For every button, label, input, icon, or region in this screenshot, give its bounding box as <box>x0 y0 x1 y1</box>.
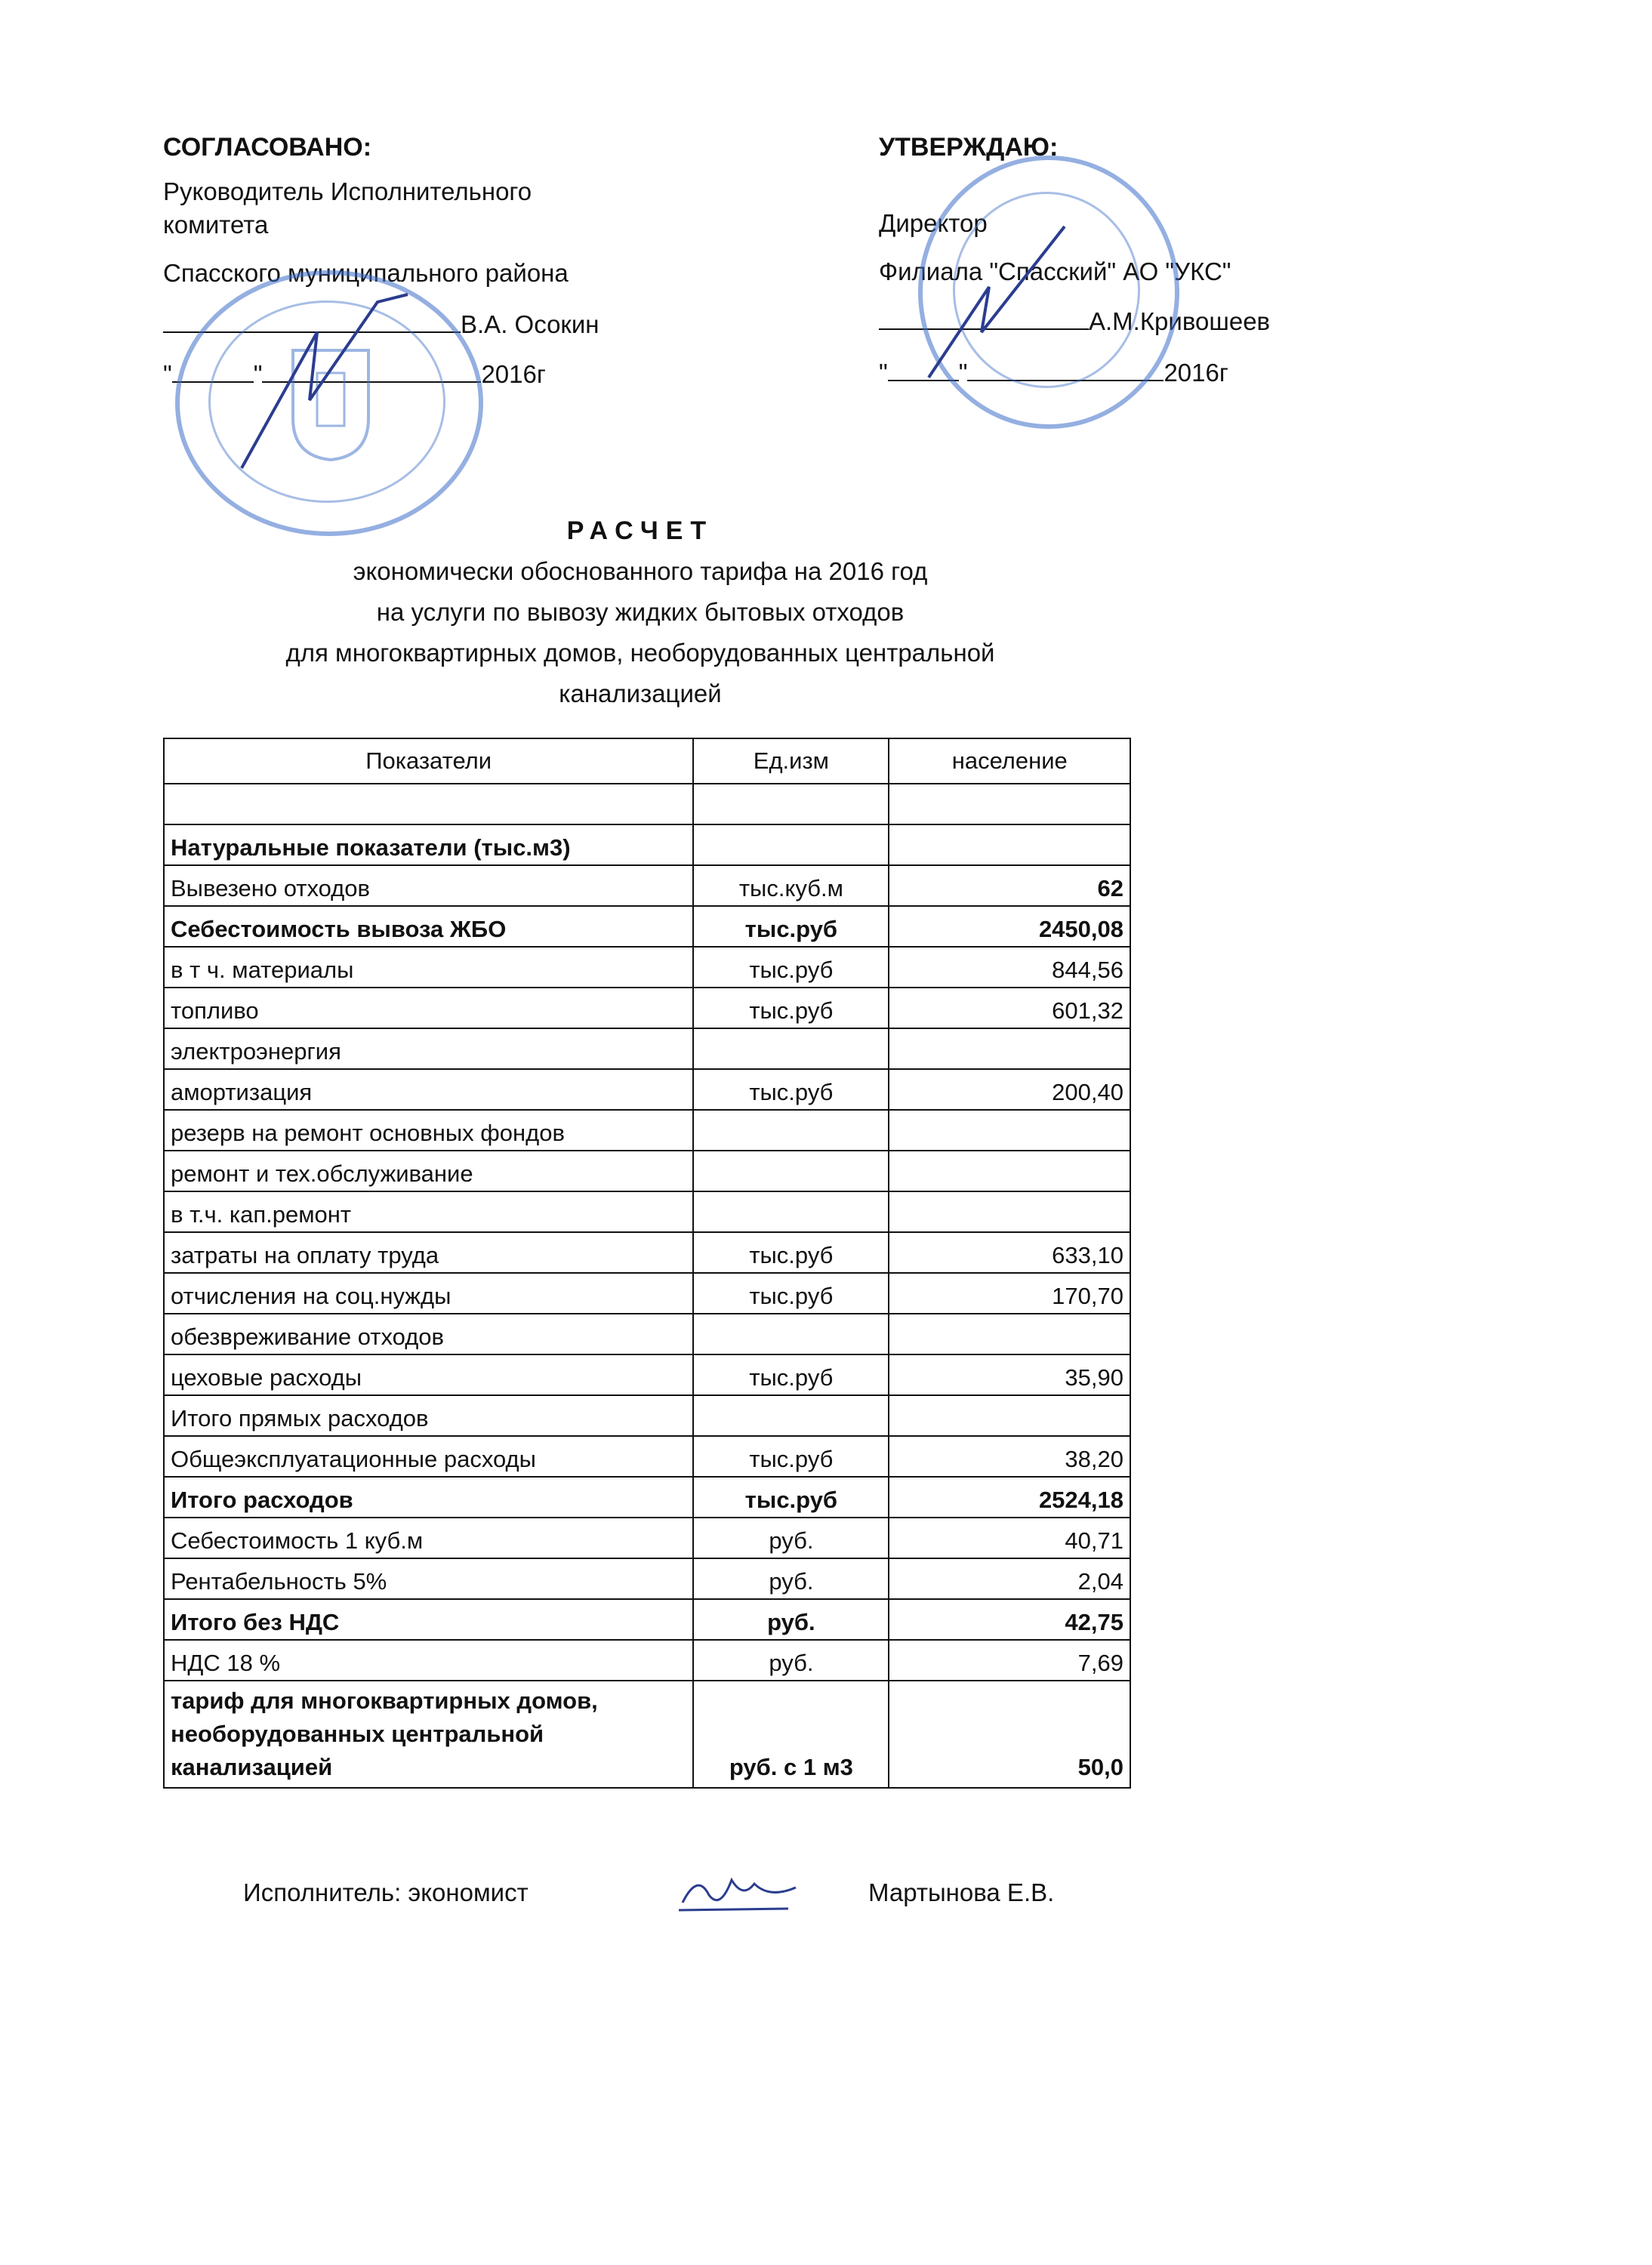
row-unit: тыс.руб <box>693 906 889 947</box>
table-row <box>164 1436 1130 1477</box>
row-indicator-name: резерв на ремонт основных фондов <box>164 1110 693 1151</box>
right-signature-icon <box>921 219 1072 385</box>
row-unit: тыс.руб <box>693 988 889 1028</box>
row-unit: тыс.руб <box>693 1273 889 1314</box>
row-value <box>889 784 1130 824</box>
table-row <box>164 1232 1130 1273</box>
row-value: 40,71 <box>889 1518 1130 1558</box>
row-indicator-name: Натуральные показатели (тыс.м3) <box>164 824 693 865</box>
row-unit: тыс.руб <box>693 947 889 988</box>
approval-right-position: Директор <box>879 209 988 237</box>
row-indicator-name: топливо <box>164 988 693 1028</box>
row-value: 844,56 <box>889 947 1130 988</box>
final-tariff-name-line: необорудованных центральной <box>171 1721 544 1747</box>
row-value: 2450,08 <box>889 906 1130 947</box>
row-indicator-name: обезвреживание отходов <box>164 1314 693 1354</box>
title-line-2: на услуги по вывозу жидких бытовых отходов <box>376 598 905 626</box>
table-row <box>164 988 1130 1028</box>
row-indicator-name: в т.ч. кап.ремонт <box>164 1191 693 1232</box>
final-tariff-name-line: тариф для многоквартирных домов, <box>171 1687 598 1714</box>
table-row <box>164 1191 1130 1232</box>
row-indicator-name: Общеэксплуатационные расходы <box>164 1436 693 1477</box>
table-row <box>164 1640 1130 1681</box>
final-tariff-value: 50,0 <box>889 1681 1130 1788</box>
title-main: РАСЧЕТ <box>566 516 714 545</box>
table-row <box>164 1069 1130 1110</box>
row-value: 200,40 <box>889 1069 1130 1110</box>
executor-signature-icon <box>675 1865 803 1918</box>
table-row <box>164 947 1130 988</box>
row-unit: руб. <box>693 1599 889 1640</box>
table-row <box>164 784 1130 824</box>
row-value: 7,69 <box>889 1640 1130 1681</box>
table-row <box>164 1314 1130 1354</box>
table-row <box>164 824 1130 865</box>
row-unit <box>693 1191 889 1232</box>
row-value: 601,32 <box>889 988 1130 1028</box>
row-indicator-name: ремонт и тех.обслуживание <box>164 1151 693 1191</box>
row-value: 38,20 <box>889 1436 1130 1477</box>
table-row <box>164 1354 1130 1395</box>
row-value <box>889 1191 1130 1232</box>
row-value <box>889 1395 1130 1436</box>
table-row <box>164 906 1130 947</box>
table-row <box>164 1395 1130 1436</box>
table-header-row <box>164 738 1130 784</box>
row-indicator-name: Итого прямых расходов <box>164 1395 693 1436</box>
table-row <box>164 1110 1130 1151</box>
row-value: 2,04 <box>889 1558 1130 1599</box>
row-unit: тыс.руб <box>693 1354 889 1395</box>
row-value: 35,90 <box>889 1354 1130 1395</box>
row-unit: руб. <box>693 1518 889 1558</box>
row-unit: руб. <box>693 1558 889 1599</box>
approval-right-signer: А.М.Кривошеев <box>1089 307 1271 335</box>
approval-right-quote-open: " <box>879 359 888 387</box>
title-line-3: для многоквартирных домов, необорудованных центральной <box>285 639 995 667</box>
header-population: население <box>889 738 1130 784</box>
row-value: 62 <box>889 865 1130 906</box>
row-unit <box>693 824 889 865</box>
row-indicator-name: электроэнергия <box>164 1028 693 1069</box>
row-unit: тыс.руб <box>693 1477 889 1518</box>
table-row <box>164 1599 1130 1640</box>
row-unit <box>693 1314 889 1354</box>
table-row <box>164 865 1130 906</box>
document-title <box>163 510 1117 714</box>
row-value: 633,10 <box>889 1232 1130 1273</box>
table-row <box>164 1558 1130 1599</box>
row-unit <box>693 1395 889 1436</box>
row-value: 42,75 <box>889 1599 1130 1640</box>
table-row <box>164 1518 1130 1558</box>
row-unit <box>693 784 889 824</box>
left-signature-icon <box>227 287 423 483</box>
approval-left-position-cont: комитета <box>163 211 269 239</box>
table-row <box>164 1151 1130 1191</box>
final-tariff-name-line: канализацией <box>171 1754 333 1780</box>
table-row <box>164 1273 1130 1314</box>
row-value <box>889 1028 1130 1069</box>
row-indicator-name: затраты на оплату труда <box>164 1232 693 1273</box>
approval-left-quote-mid: " <box>253 360 263 388</box>
row-unit: тыс.руб <box>693 1232 889 1273</box>
row-indicator-name: Итого расходов <box>164 1477 693 1518</box>
title-line-1: экономически обоснованного тарифа на 2016 год <box>353 557 928 585</box>
row-indicator-name: в т ч. материалы <box>164 947 693 988</box>
row-indicator-name: Рентабельность 5% <box>164 1558 693 1599</box>
row-value <box>889 1314 1130 1354</box>
approval-right-org: Филиала "Спасский" АО "УКС" <box>879 257 1231 285</box>
row-indicator-name: цеховые расходы <box>164 1354 693 1395</box>
approval-right-quote-mid: " <box>958 359 968 387</box>
approval-left-org: Спасского муниципального района <box>163 259 569 287</box>
executor-label: Исполнитель: экономист <box>243 1878 529 1906</box>
approval-left-date-year: 2016г <box>481 360 546 388</box>
title-line-4: канализацией <box>559 680 722 707</box>
table-row-final-tariff <box>164 1681 1130 1788</box>
table-row <box>164 1028 1130 1069</box>
row-indicator-name: амортизация <box>164 1069 693 1110</box>
row-value <box>889 1110 1130 1151</box>
approval-left-position: Руководитель Исполнительного <box>163 177 532 205</box>
row-indicator-name: НДС 18 % <box>164 1640 693 1681</box>
row-unit <box>693 1151 889 1191</box>
final-tariff-name <box>164 1681 693 1788</box>
row-indicator-name <box>164 784 693 824</box>
row-indicator-name: Себестоимость вывоза ЖБО <box>164 906 693 947</box>
row-unit: тыс.руб <box>693 1069 889 1110</box>
row-value: 170,70 <box>889 1273 1130 1314</box>
approval-right-heading: УТВЕРЖДАЮ: <box>879 133 1059 162</box>
row-unit: тыс.куб.м <box>693 865 889 906</box>
row-indicator-name: Себестоимость 1 куб.м <box>164 1518 693 1558</box>
row-indicator-name: Итого без НДС <box>164 1599 693 1640</box>
executor-name: Мартынова Е.В. <box>868 1878 1055 1906</box>
row-unit: тыс.руб <box>693 1436 889 1477</box>
row-value <box>889 824 1130 865</box>
approval-left-quote-open: " <box>163 360 172 388</box>
table-row <box>164 1477 1130 1518</box>
row-unit <box>693 1110 889 1151</box>
approval-right-date-year: 2016г <box>1163 359 1228 387</box>
approval-left-signer: В.А. Осокин <box>461 310 599 338</box>
final-tariff-unit: руб. с 1 м3 <box>693 1681 889 1788</box>
row-value <box>889 1151 1130 1191</box>
row-unit: руб. <box>693 1640 889 1681</box>
header-unit: Ед.изм <box>693 738 889 784</box>
header-indicators: Показатели <box>164 738 693 784</box>
row-indicator-name: Вывезено отходов <box>164 865 693 906</box>
row-indicator-name: отчисления на соц.нужды <box>164 1273 693 1314</box>
row-unit <box>693 1028 889 1069</box>
row-value: 2524,18 <box>889 1477 1130 1518</box>
tariff-calculation-table <box>163 738 1131 1789</box>
approval-left-heading: СОГЛАСОВАНО: <box>163 133 372 162</box>
